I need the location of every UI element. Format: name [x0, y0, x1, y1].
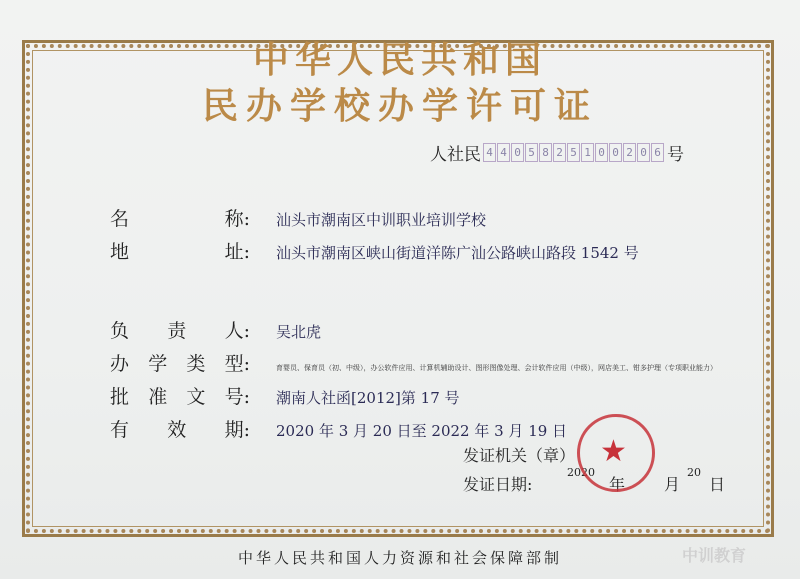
permit-digit: 6 [651, 143, 664, 162]
field-approval [110, 382, 460, 409]
issue-date-label: 发证日期: [463, 475, 533, 494]
permit-digit: 5 [525, 143, 538, 162]
field-approval-label: 批 准 文 号: [110, 386, 250, 408]
field-school-type-label: 办 学 类 型: [110, 353, 250, 375]
seal-star-icon: ★ [600, 434, 627, 469]
field-school-type-value: 育婴员、保育员（初、中级），办公软件应用、计算机辅助设计、图形图像处理、会计软件应用（中级），网店美工、钳多护理（专项职业能力） [276, 364, 717, 372]
field-principal [110, 316, 321, 343]
permit-prefix: 人社民 [430, 145, 481, 165]
field-school-type [110, 349, 717, 376]
footer-issuer: 中华人民共和国人力资源和社会保障部制 [237, 549, 562, 567]
permit-digit-boxes [483, 143, 665, 162]
field-address-label: 地 址: [110, 241, 250, 263]
field-principal-label: 负 责 人: [110, 320, 250, 342]
field-approval-value: 潮南人社函[2012]第 17 号 [276, 389, 460, 407]
field-address [110, 237, 639, 264]
permit-digit: 2 [553, 143, 566, 162]
field-address-value: 汕头市潮南区峡山街道洋陈广汕公路峡山路段 1542 号 [276, 244, 639, 262]
field-name [110, 204, 486, 231]
issue-day: 20 [687, 466, 701, 479]
permit-digit: 8 [539, 143, 552, 162]
field-name-label: 名 称: [110, 208, 250, 230]
field-principal-value: 吴北虎 [276, 323, 322, 341]
issue-year: 2020 [567, 466, 595, 479]
issue-month-unit: 月 [664, 475, 681, 494]
issuing-authority-label: 发证机关（章） [463, 446, 576, 465]
issue-day-unit: 日 [709, 475, 726, 494]
permit-suffix: 号 [667, 145, 684, 165]
permit-digit: 4 [497, 143, 510, 162]
watermark: 中训教育 [682, 546, 747, 565]
issue-year-unit: 年 [609, 475, 626, 494]
permit-digit: 5 [567, 143, 580, 162]
permit-digit: 4 [483, 143, 496, 162]
field-validity [110, 415, 567, 442]
title-line-2: 民办学校办学许可证 [201, 86, 598, 127]
field-validity-label: 有 效 期: [110, 419, 250, 441]
field-name-value: 汕头市潮南区中训职业培训学校 [276, 211, 487, 229]
permit-number [430, 140, 684, 165]
permit-digit: 0 [511, 143, 524, 162]
title-line-1: 中华人民共和国 [252, 40, 547, 81]
permit-digit: 1 [581, 143, 594, 162]
permit-digit: 0 [609, 143, 622, 162]
permit-digit: 0 [637, 143, 650, 162]
permit-digit: 2 [623, 143, 636, 162]
permit-digit: 0 [595, 143, 608, 162]
field-validity-value: 2020 年 3 月 20 日至 2022 年 3 月 19 日 [276, 422, 568, 440]
